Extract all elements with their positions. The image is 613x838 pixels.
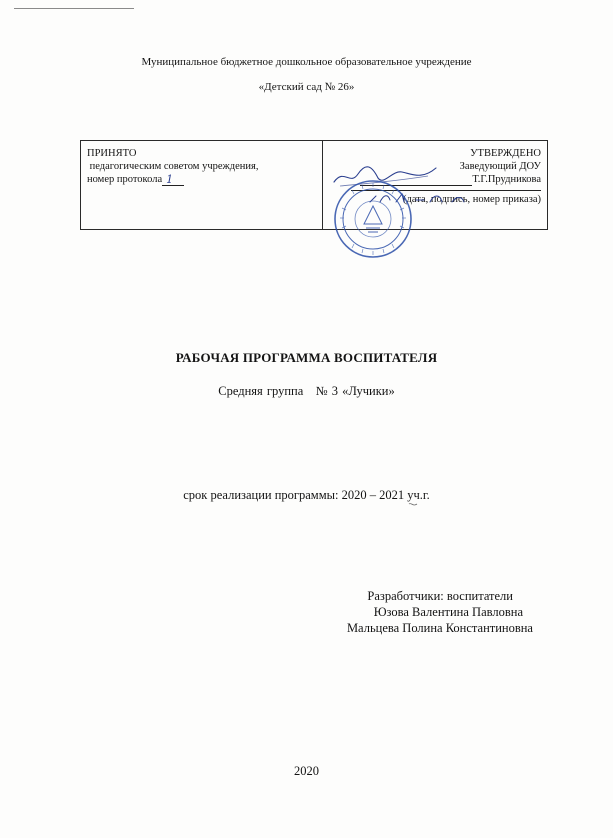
group-name: Средняя группа № 3 «Лучики» <box>218 384 395 398</box>
organization-name: Муниципальное бюджетное дошкольное образовательное учреждение <box>141 56 472 68</box>
scan-edge-line <box>14 8 134 9</box>
accepted-council-line: педагогическим советом учреждения, <box>87 161 259 172</box>
implementation-period: срок реализации программы: 2020 – 2021 уч.г. <box>183 488 430 502</box>
accepted-cell <box>87 147 319 186</box>
head-name: Т.Г.Прудникова <box>472 174 541 185</box>
signature-line <box>360 175 472 186</box>
approved-name-line <box>329 173 541 186</box>
approved-heading: УТВЕРЖДЕНО <box>470 148 541 159</box>
accepted-heading: ПРИНЯТО <box>87 148 137 159</box>
handwritten-protocol-number: 1 <box>166 173 174 186</box>
developers-heading: Разработчики: воспитатели <box>367 589 513 603</box>
developers-block <box>213 588 533 636</box>
approval-caption: (дата, подпись, номер приказа) <box>403 194 541 205</box>
kindergarten-name: «Детский сад № 26» <box>258 81 355 93</box>
protocol-label: номер протокола <box>87 174 163 185</box>
date-order-line <box>351 186 541 191</box>
table-divider <box>322 141 323 229</box>
approved-cell <box>329 147 541 206</box>
developer-2: Мальцева Полина Константиновна <box>346 621 533 635</box>
approved-position: Заведующий ДОУ <box>459 161 541 172</box>
protocol-number-blank <box>162 175 184 186</box>
document-year: 2020 <box>294 764 319 778</box>
program-title: РАБОЧАЯ ПРОГРАММА ВОСПИТАТЕЛЯ <box>175 350 438 365</box>
approval-table <box>80 140 548 230</box>
accepted-protocol-line <box>87 173 319 186</box>
developer-1: Юзова Валентина Павловна <box>373 605 523 619</box>
